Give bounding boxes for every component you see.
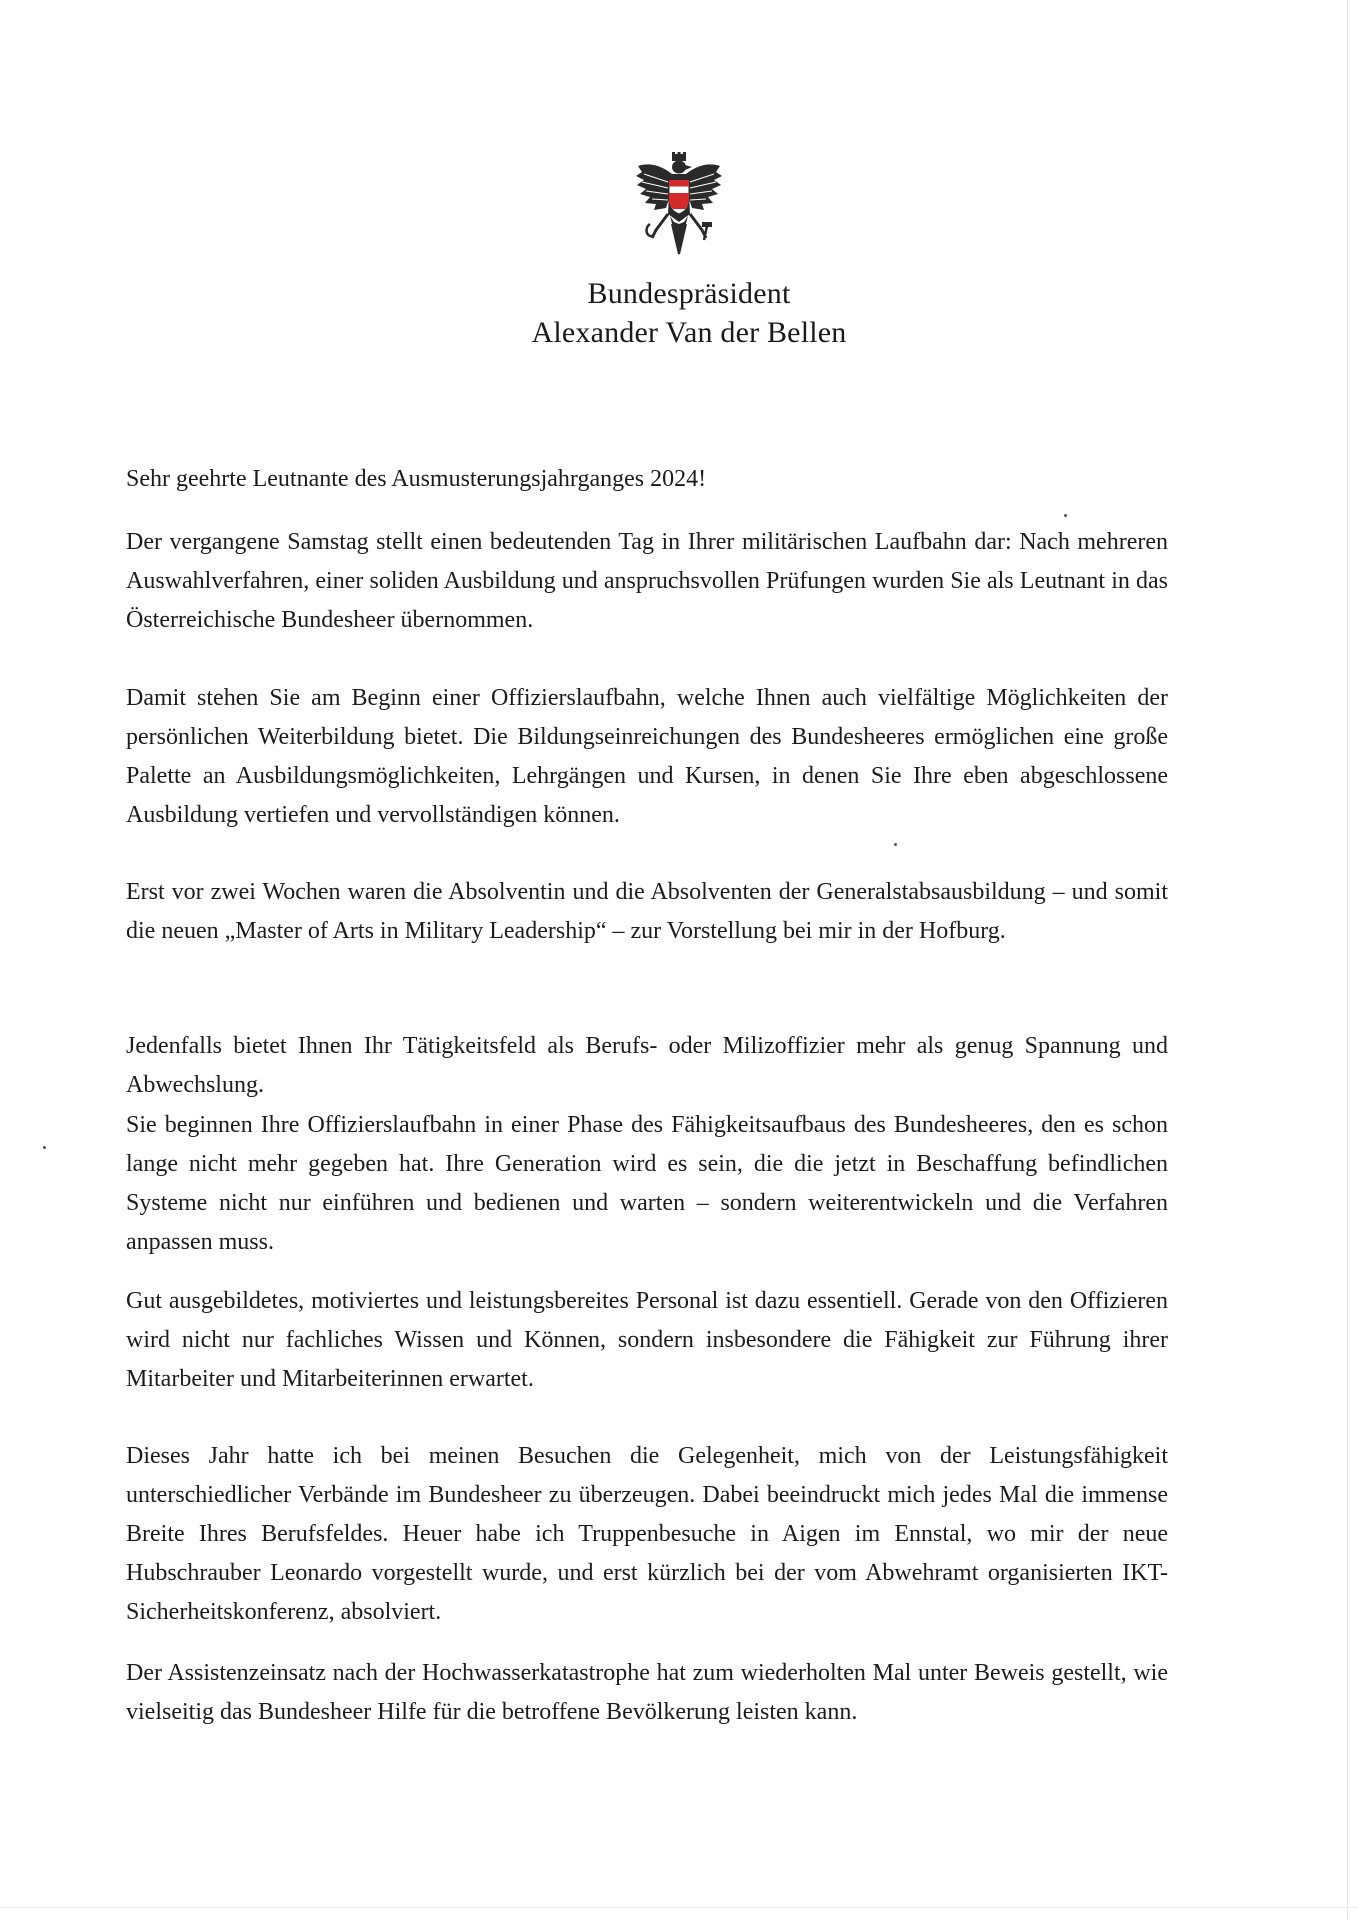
paragraph: Damit stehen Sie am Beginn einer Offizierslaufbahn, welche Ihnen auch vielfältige Möglichkeiten der persönlichen Weiterbildung bietet. Die Bildungseinreichungen des Bundesheeres ermöglichen eine große Palette an Ausbildungsmöglichkeiten, Lehrgängen und Kursen, in denen Sie Ihre eben abgeschlossene Ausbildung vertiefen und vervollständigen können. <box>126 685 1168 828</box>
paragraph: Dieses Jahr hatte ich bei meinen Besuchen die Gelegenheit, mich von der Leistungsfähigkeit unterschiedlicher Verbände im Bundesheer zu überzeugen. Dabei beeindruckt mich jedes Mal die immense Breite Ihres Berufsfeldes. Heuer habe ich Truppenbesuche in Aigen im Ennstal, wo mir der neue Hubschrauber Leonardo vorgestellt wurde, und erst kürzlich bei der vom Abwehramt organisierten IKT-Sicherheitskonferenz, absolviert. <box>126 1443 1168 1625</box>
paragraph: Jedenfalls bietet Ihnen Ihr Tätigkeitsfeld als Berufs- oder Milizoffizier mehr als genug Spannung und Abwechslung. <box>126 1033 1168 1098</box>
austrian-eagle-coat-of-arms-icon <box>632 152 726 258</box>
paragraph: Erst vor zwei Wochen waren die Absolventin und die Absolventen der Generalstabsausbildung – und somit die neuen „Master of Arts in Military Leadership“ – zur Vorstellung bei mir in der Hofburg. <box>126 879 1168 944</box>
paragraph: Der vergangene Samstag stellt einen bedeutenden Tag in Ihrer militärischen Laufbahn dar: Nach mehreren Auswahlverfahren, einer soliden Ausbildung und anspruchsvollen Prüfungen wurden Sie als Leutnant in das Österreichische Bundesheer übernommen. <box>126 529 1168 633</box>
paragraph: Gut ausgebildetes, motiviertes und leistungsbereites Personal ist dazu essentiell. Gerade von den Offizieren wird nicht nur fachliches Wissen und Können, sondern insbesondere die Fähigkeit zur Führung ihrer Mitarbeiter und Mitarbeiterinnen erwartet. <box>126 1288 1168 1392</box>
paragraph: Sie beginnen Ihre Offizierslaufbahn in einer Phase des Fähigkeitsaufbaus des Bundesheeres, den es schon lange nicht mehr gegeben hat. Ihre Generation wird es sein, die die jetzt in Beschaffung befindlichen Systeme nicht nur einführen und bedienen und warten – sondern weiterentwickeln und die Verfahren anpassen muss. <box>126 1112 1168 1255</box>
paragraph: Der Assistenzeinsatz nach der Hochwasserkatastrophe hat zum wiederholten Mal unter Beweis gestellt, wie vielseitig das Bundesheer Hilfe für die betroffene Bevölkerung leisten kann. <box>126 1660 1168 1725</box>
scan-speck <box>894 843 897 846</box>
scan-speck <box>43 1146 46 1149</box>
scan-edge-bottom <box>0 1907 1358 1908</box>
scan-speck <box>1064 514 1067 517</box>
letterhead-title: Bundespräsident <box>587 277 791 310</box>
salutation: Sehr geehrte Leutnante des Ausmusterungsjahrganges 2024! <box>126 466 707 492</box>
letterhead-name: Alexander Van der Bellen <box>531 316 847 349</box>
